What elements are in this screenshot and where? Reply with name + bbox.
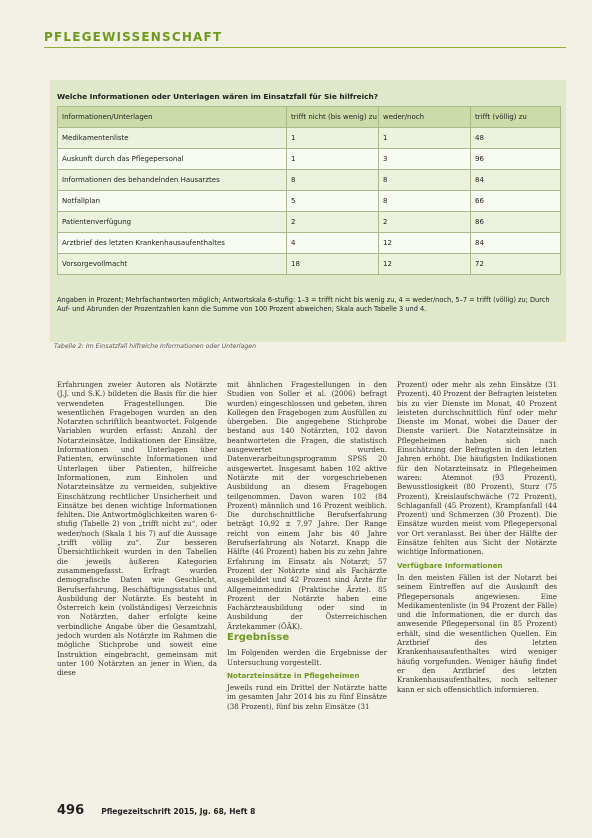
table-row xyxy=(58,233,561,254)
column-header: trifft (völlig) zu xyxy=(471,107,561,128)
section-title: PFLEGEWISSENSCHAFT xyxy=(44,30,223,44)
table-cell: 8 xyxy=(379,170,471,191)
body-column-1 xyxy=(57,380,217,678)
table-row xyxy=(58,212,561,233)
body-column-2 xyxy=(227,380,387,711)
column-header: weder/noch xyxy=(379,107,471,128)
table-question: Welche Informationen oder Unterlagen wären im Einsatzfall für Sie hilfreich? xyxy=(57,92,379,101)
table-cell: Patientenverfügung xyxy=(58,212,287,233)
body-paragraph: Im Folgenden werden die Ergebnisse der Untersuchung vorgestellt. xyxy=(227,648,387,667)
table-cell: 3 xyxy=(379,149,471,170)
table-cell: 2 xyxy=(379,212,471,233)
table-cell: 72 xyxy=(471,254,561,275)
table-row xyxy=(58,254,561,275)
table-cell: 96 xyxy=(471,149,561,170)
table-cell: 8 xyxy=(379,191,471,212)
body-paragraph: In den meisten Fällen ist der Notarzt bei seinem Eintreffen auf die Auskunft des Pflegepersonals angewiesen. Eine Medikamentenliste (in 94 Prozent der Fälle) und die Informationen, die er durch das anwesende Pflegepersonal (in 85 Prozent) erhält, sind die wesentlichen Quellen. Ein Arztbrief des letzten Krankenhausaufenthaltes wird weniger häufig vorgefunden. Weniger häufig findet er den Arztbrief des letzten Krankenhausaufenthaltes, noch seltener kann er sich offensichtlich informieren. xyxy=(397,572,557,694)
table-row xyxy=(58,128,561,149)
body-paragraph: Erfahrungen zweier Autoren als Notärzte (J.J. und S.K.) bildeten die Basis für die hier verwendeten Fragestellungen. Die wesentlichen Fragebogen wurden an den Notarzten schriftlich beantwortet. Folgende Variablen wurden erfasst: Anzahl der Notarzteinsätze, Indikationen der Einsätze, Informationen und Unterlagen über Patienten, erwünschte Informationen und Unterlagen über Patienten, hilfreiche Informationen, zum Einholen und Notarzteinsätze zu vermeiden, subjektive Einschätzung rechtlicher Unsicherheit und Einsätze bei denen wichtige Informationen fehlten. Die Antwortmöglichkeiten waren 6-stufig (Tabelle 2) von „trifft nicht zu“, oder weder/noch (Skala 1 bis 7) auf die Aussage „trifft völlig zu“. Zur besseren Übersichtlichkeit wurden in den Tabellen die jeweils äußeren Kategorien zusammengefasst. Erfragt wurden demografische Daten wie Geschlecht, Berufserfahrung, Beschäftigungsstatus und Ausbildung der Notärzte. Es besteht in Österreich kein (vollständiges) Verzeichnis von Notärzten, daher erfolgte keine verbindliche Angabe über die Gesamtzahl, jedoch wurden als Notärzte im Rahmen die mögliche Stichprobe und soweit eine Instruktion eingebracht, gemeinsam mit unter 100 Notärzten an jener in Wien, da diese xyxy=(57,380,217,678)
table-cell: 18 xyxy=(287,254,379,275)
table-cell: Vorsorgevollmacht xyxy=(58,254,287,275)
table-cell: 86 xyxy=(471,212,561,233)
table-cell: 1 xyxy=(287,149,379,170)
table-cell: 12 xyxy=(379,254,471,275)
table-cell: 1 xyxy=(379,128,471,149)
body-paragraph: mit ähnlichen Fragestellungen in den Studien von Soller et al. (2006) befragt wurden) eingeschlossen und gebeten, ihren Kollegen den Fragebogen zum Ausfüllen zu übergeben. Die angegebene Stichprobe bestand aus 140 Notärzten, 102 davon beantworteten die Fragen, die statistisch ausgewertet wurden. Datenverarbeitungsprogramm SPSS 20 ausgewertet. Insgesamt haben 102 aktive Notärzte mit der vorgeschriebenen Ausbildung an diesem Fragebogen teilgenommen. Davon waren 102 (84 Prozent) männlich und 16 Prozent weiblich. Die durchschnittliche Berufserfahrung beträgt 10,92 ± 7,97 Jahre. Der Range reicht von einem Jahr bis 40 Jahre Berufserfahrung als Notarzt. Knapp die Hälfte (46 Prozent) haben bis zu zehn Jahre Erfahrung im Einsatz als Notarzt; 57 Prozent der Notärzte sind als Fachärzte ausgebildet und 42 Prozent sind Ärzte für Allgemeinmedizin (Praktische Ärzte). 85 Prozent der Notärzte haben eine Fachärzteausbildung oder sind in Ausbildung der Österreichischen Ärztekammer (ÖÄK). xyxy=(227,380,387,631)
table-cell: Medikamentenliste xyxy=(58,128,287,149)
page-number: 496 xyxy=(57,803,85,818)
journal-citation: Pflegezeitschrift 2015, Jg. 68, Heft 8 xyxy=(101,807,256,816)
page-footer xyxy=(57,799,567,818)
section-heading: Ergebnisse xyxy=(227,632,290,643)
body-paragraph: Prozent) oder mehr als zehn Einsätze (31 Prozent). 40 Prozent der Befragten leisteten bis zu vier Dienste im Monat, 40 Prozent leisteten durchschnittlich fünf oder mehr Dienste im Monat, wobei die Dauer der Dienste variiert. Die Notarzteinsätze in Pflegeheimen haben sich nach Einschätzung der Befragten in den letzten Jahren erhöht. Die häufigsten Indikationen für den Notarzteinsatz in Pflegeheimen waren: Atemnot (93 Prozent), Bewusstlosigkeit (80 Prozent), Sturz (75 Prozent), Kreislaufschwäche (72 Prozent), Schlaganfall (45 Prozent), Krampfanfall (44 Prozent) und Schmerzen (30 Prozent). Die Einsätze wurden meist vom Pflegepersonal vor Ort veranlasst. Bei über der Hälfte der Einsätze fehlten aus Sicht der Notärzte wichtige Informationen. xyxy=(397,380,557,557)
table-cell: Notfallplan xyxy=(58,191,287,212)
page-header xyxy=(44,30,566,48)
table-cell: 12 xyxy=(379,233,471,254)
table-header-row xyxy=(58,107,561,128)
body-column-3 xyxy=(397,380,557,694)
table-cell: Arztbrief des letzten Krankenhausaufenthaltes xyxy=(58,233,287,254)
table-row xyxy=(58,149,561,170)
table-row xyxy=(58,191,561,212)
sub-heading: Verfügbare Informationen xyxy=(397,560,503,570)
info-table xyxy=(57,106,561,275)
table-cell: 5 xyxy=(287,191,379,212)
table-cell: 2 xyxy=(287,212,379,233)
column-header: Informationen/Unterlagen xyxy=(58,107,287,128)
table-cell: 48 xyxy=(471,128,561,149)
table-caption: Tabelle 2: Im Einsatzfall hilfreiche Informationen oder Unterlagen xyxy=(54,343,257,350)
sub-heading: Notarzteinsätze in Pflegeheimen xyxy=(227,670,360,680)
table-cell: 8 xyxy=(287,170,379,191)
table-cell: 4 xyxy=(287,233,379,254)
table-cell: 66 xyxy=(471,191,561,212)
table-cell: 84 xyxy=(471,233,561,254)
body-paragraph: Jeweils rund ein Drittel der Notärzte hatte im gesamten Jahr 2014 bis zu fünf Einsätze (38 Prozent), fünf bis zehn Einsätze (31 xyxy=(227,683,387,711)
table-cell: 84 xyxy=(471,170,561,191)
column-header: trifft nicht (bis wenig) zu xyxy=(287,107,379,128)
table-footnote: Angaben in Prozent; Mehrfachantworten möglich; Antwortskala 6-stufig: 1–3 = trifft nicht bis wenig zu, 4 = weder/noch, 5–7 = trifft (völlig) zu; Durch Auf- und Abrunden der Prozentzahlen kann die Summe von 100 Prozent abweichen; Skala auch Tabelle 3 und 4. xyxy=(57,296,550,314)
table-cell: 1 xyxy=(287,128,379,149)
table-cell: Auskunft durch das Pflegepersonal xyxy=(58,149,287,170)
table-row xyxy=(58,170,561,191)
table-cell: Informationen des behandelnden Hausarztes xyxy=(58,170,287,191)
